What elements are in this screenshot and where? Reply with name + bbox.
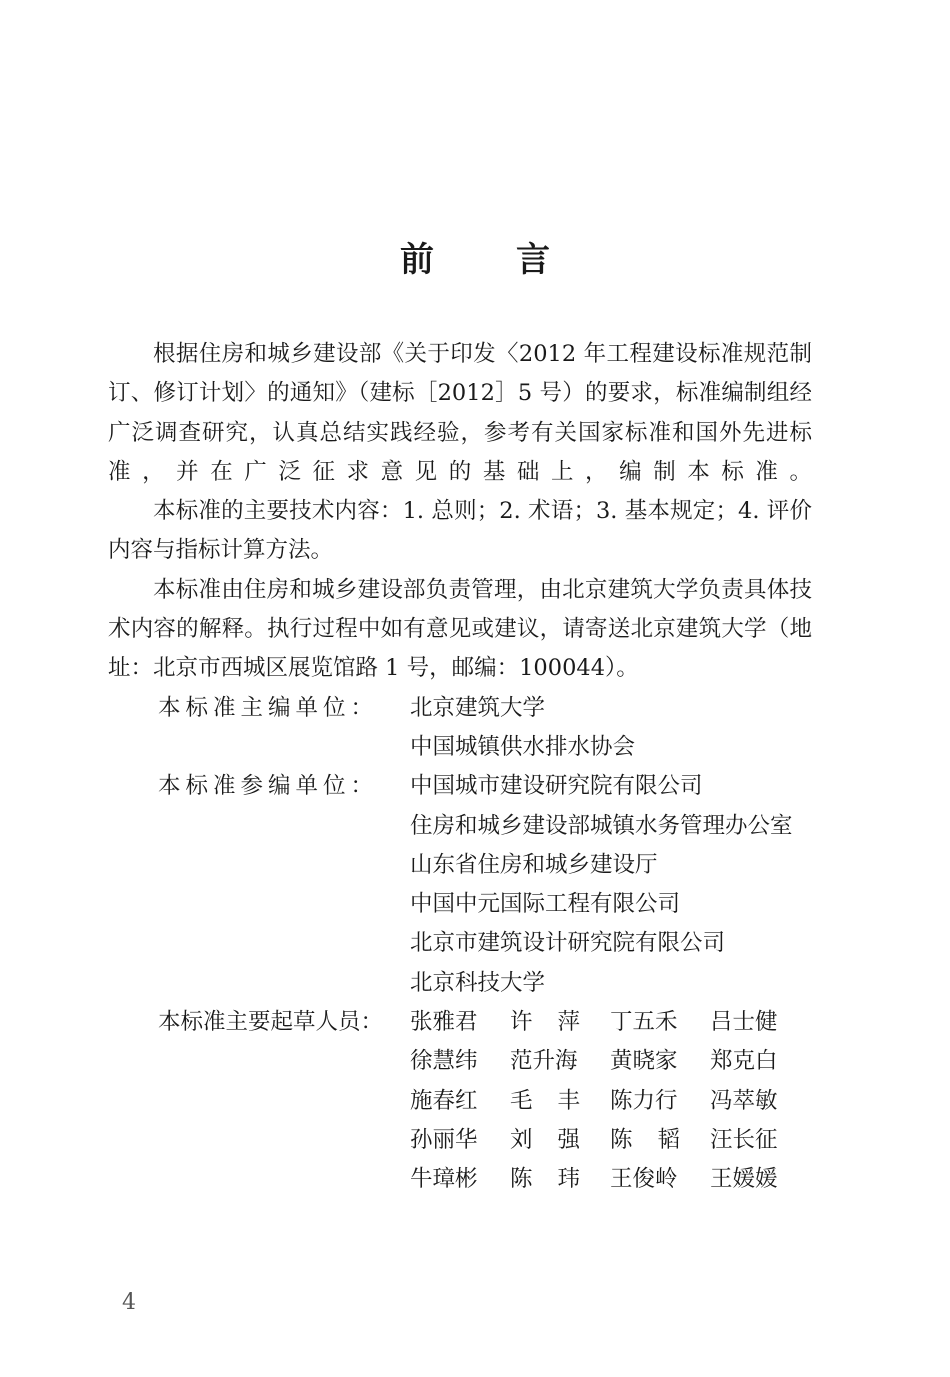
unit-name: 北京建筑大学	[410, 694, 546, 721]
paragraph-management: 本标准由住房和城乡建设部负责管理，由北京建筑大学负责具体技术内容的解释。执行过程中如有意见或建议，请寄送北京建筑大学（地址：北京市西城区展览馆路 1 号，邮编：100044）。	[108, 576, 812, 682]
drafters-row	[410, 1003, 810, 1042]
paragraph-contents: 本标准的主要技术内容：1. 总则；2. 术语；3. 基本规定；4. 评价内容与指标计算方法。	[108, 498, 812, 564]
drafters-label: 本标准主要起草人员：	[158, 1009, 384, 1036]
drafter-name: 孙丽华	[410, 1126, 478, 1153]
drafter-name: 张雅君	[410, 1009, 478, 1036]
drafter-name: 吕士健	[710, 1009, 778, 1036]
drafter-name: 徐慧纬	[410, 1048, 478, 1075]
drafter-name: 王俊岭	[610, 1166, 678, 1193]
drafter-name: 牛璋彬	[410, 1166, 478, 1193]
chief-units-label: 本标准主编单位：	[158, 694, 379, 721]
drafter-name: 丁五禾	[610, 1009, 678, 1036]
drafter-name: 刘强	[510, 1126, 606, 1153]
unit-name: 住房和城乡建设部城镇水务管理办公室	[410, 812, 793, 839]
drafters	[158, 1003, 812, 1199]
drafter-name: 施春红	[410, 1087, 478, 1114]
document-body	[108, 335, 812, 1200]
unit-name: 山东省住房和城乡建设厅	[410, 851, 658, 878]
drafter-name: 许萍	[510, 1009, 606, 1036]
drafter-name: 陈玮	[510, 1166, 606, 1193]
drafters-row	[410, 1121, 810, 1160]
unit-name: 北京科技大学	[410, 969, 546, 996]
drafter-name: 毛丰	[510, 1087, 606, 1114]
drafters-grid	[410, 1003, 810, 1199]
drafter-name: 范升海	[510, 1048, 578, 1075]
participating-units-list	[410, 767, 812, 1003]
page-title: 前言	[400, 240, 632, 280]
paragraph-basis: 根据住房和城乡建设部《关于印发〈2012 年工程建设标准规范制订、修订计划〉的通知》（建标［2012］5 号）的要求，标准编制组经广泛调查研究，认真总结实践经验，参考有关国家标准和国外先进标准，并在广泛征求意见的基础上，编制本标准。	[108, 341, 812, 485]
drafter-name: 冯萃敏	[710, 1087, 778, 1114]
unit-name: 中国城镇供水排水协会	[410, 733, 636, 760]
drafter-name: 郑克白	[710, 1048, 778, 1075]
chief-units	[158, 689, 812, 768]
drafters-row	[410, 1042, 810, 1081]
chief-units-list	[410, 689, 812, 768]
page-number: 4	[122, 1290, 136, 1315]
unit-name: 中国城市建设研究院有限公司	[410, 773, 703, 800]
drafters-row	[410, 1082, 810, 1121]
drafter-name: 陈力行	[610, 1087, 678, 1114]
units-section	[158, 689, 812, 1200]
unit-name: 中国中元国际工程有限公司	[410, 891, 681, 918]
drafter-name: 黄晓家	[610, 1048, 678, 1075]
drafter-name: 陈韬	[610, 1126, 706, 1153]
drafter-name: 王媛媛	[710, 1166, 778, 1193]
unit-name: 北京市建筑设计研究院有限公司	[410, 930, 726, 957]
participating-units	[158, 767, 812, 1003]
participating-units-label: 本标准参编单位：	[158, 773, 379, 800]
drafters-row	[410, 1160, 810, 1199]
drafter-name: 汪长征	[710, 1126, 778, 1153]
